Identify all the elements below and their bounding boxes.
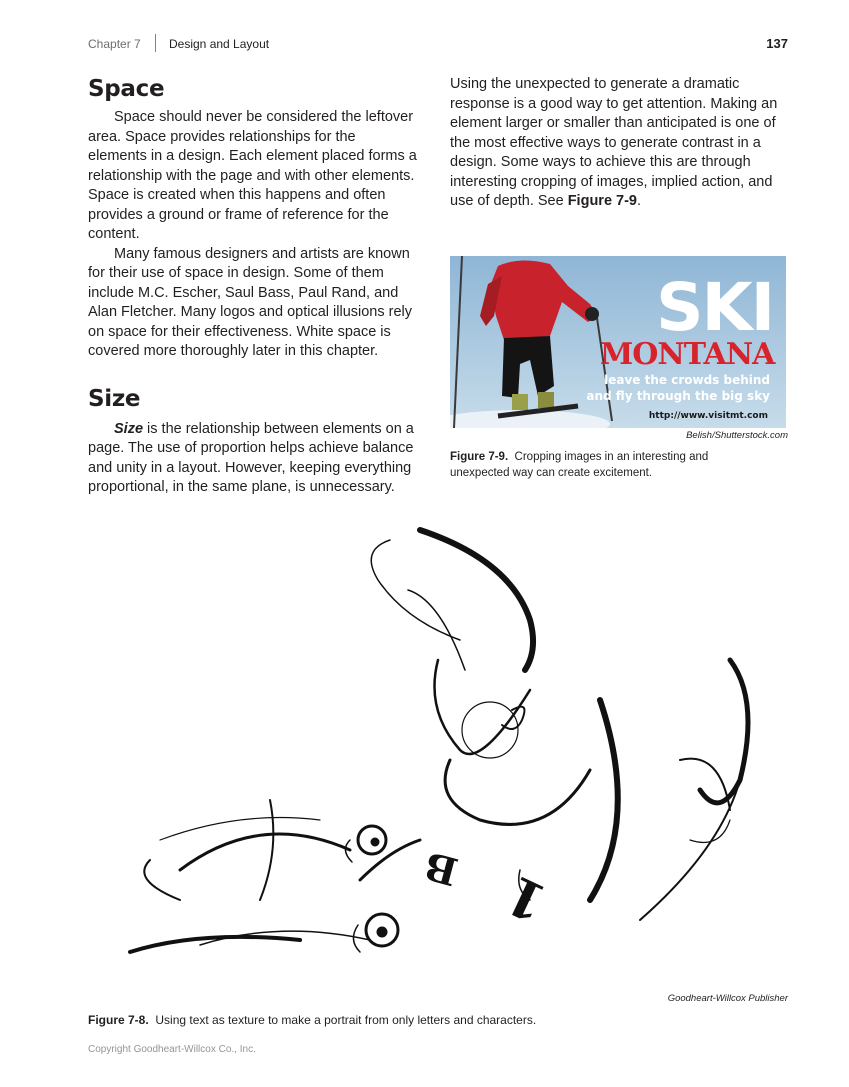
brow-stroke — [360, 840, 420, 880]
period: . — [637, 193, 642, 209]
chin-stroke — [130, 937, 300, 952]
flourish-top-left — [371, 540, 460, 640]
size-paragraph — [88, 420, 418, 498]
pupil-upper — [371, 838, 379, 846]
figure-7-9-caption — [450, 449, 770, 481]
glyph-1: 1 — [496, 862, 556, 934]
ring-shape — [462, 702, 518, 758]
chapter-title: Design and Layout — [169, 37, 270, 51]
left-column — [88, 76, 418, 498]
bracket-2 — [353, 925, 360, 952]
boot-right — [538, 392, 554, 408]
size-term: Size — [114, 420, 144, 437]
figure-7-9-reference[interactable]: Figure 7-9 — [567, 193, 637, 209]
figure-7-8-caption-text: Using text as texture to make a portrait from only letters and characters. — [155, 1013, 537, 1027]
figure-7-9-caption-text: Cropping images in an interesting and unexpected way can create excitement. — [450, 451, 709, 479]
tagline-2: and fly through the big sky — [586, 389, 770, 403]
copyright-footer: Copyright Goodheart-Willcox Co., Inc. — [88, 1044, 256, 1055]
unexpected-text: Using the unexpected to generate a dramatic response is a good way to get attention. Making an element larger or smaller than anticipated is one of the most effective ways to generate contrast in a design. Some ways to achieve this are through interesting cropping of images, implied action, and use of depth. See — [450, 76, 778, 209]
hair-left-3 — [144, 860, 180, 900]
size-heading: Size — [88, 385, 141, 412]
header-divider — [155, 34, 156, 52]
pupil-lower — [377, 927, 387, 937]
figure-7-9-credit: Belish/Shutterstock.com — [686, 430, 788, 441]
space-heading: Space — [88, 76, 165, 102]
boot-left — [512, 394, 528, 410]
glove — [585, 307, 599, 321]
ski-title: SKI — [656, 269, 774, 346]
ad-url: http://www.visitmt.com — [648, 411, 768, 421]
glyph-b: B — [419, 842, 463, 895]
ski-ad-illustration — [450, 256, 786, 428]
unexpected-paragraph — [450, 75, 790, 212]
figure-7-8-credit: Goodheart-Willcox Publisher — [667, 993, 788, 1004]
tagline-1: leave the crowds behind — [604, 373, 770, 387]
flourish-right-long — [590, 700, 618, 900]
hair-left-4 — [260, 800, 273, 900]
chapter-label: Chapter 7 — [88, 37, 141, 51]
right-column — [450, 75, 790, 212]
space-paragraph-1: Space should never be considered the leftover area. Space provides relationships for the elements in a design. Each element placed forms a relationship with the page and with other elements. Space is created when this happens and often provides a ground or frame of reference for the content. — [88, 109, 417, 242]
hair-left-2 — [180, 834, 350, 870]
page-number: 137 — [766, 36, 788, 51]
montana-title: MONTANA — [600, 337, 775, 372]
ski-montana-ad — [450, 256, 786, 428]
figure-7-8-caption — [88, 1012, 788, 1028]
hair-line — [690, 820, 730, 843]
cheek-stroke — [445, 760, 590, 824]
flourish-far-right — [700, 660, 748, 803]
space-paragraph-2: Many famous designers and artists are known for their use of space in design. Some of them include M.C. Escher, Saul Bass, Paul Rand, and Alan Fletcher. Many logos and optical illusions rely on space for their effectiveness. White space is covered more thoroughly later in this chapter. — [88, 245, 412, 359]
figure-7-8-label: Figure 7-8. — [88, 1013, 149, 1027]
figure-7-9-label: Figure 7-9. — [450, 451, 509, 463]
size-paragraph-text: is the relationship between elements on a page. The use of proportion helps achieve balance and unity in a layout. However, keeping everything proportional, in the same plane, is unnecessary. — [88, 420, 414, 495]
typographic-portrait — [120, 520, 800, 980]
flourish-top-right — [420, 530, 533, 670]
hair-left-1 — [160, 818, 320, 841]
